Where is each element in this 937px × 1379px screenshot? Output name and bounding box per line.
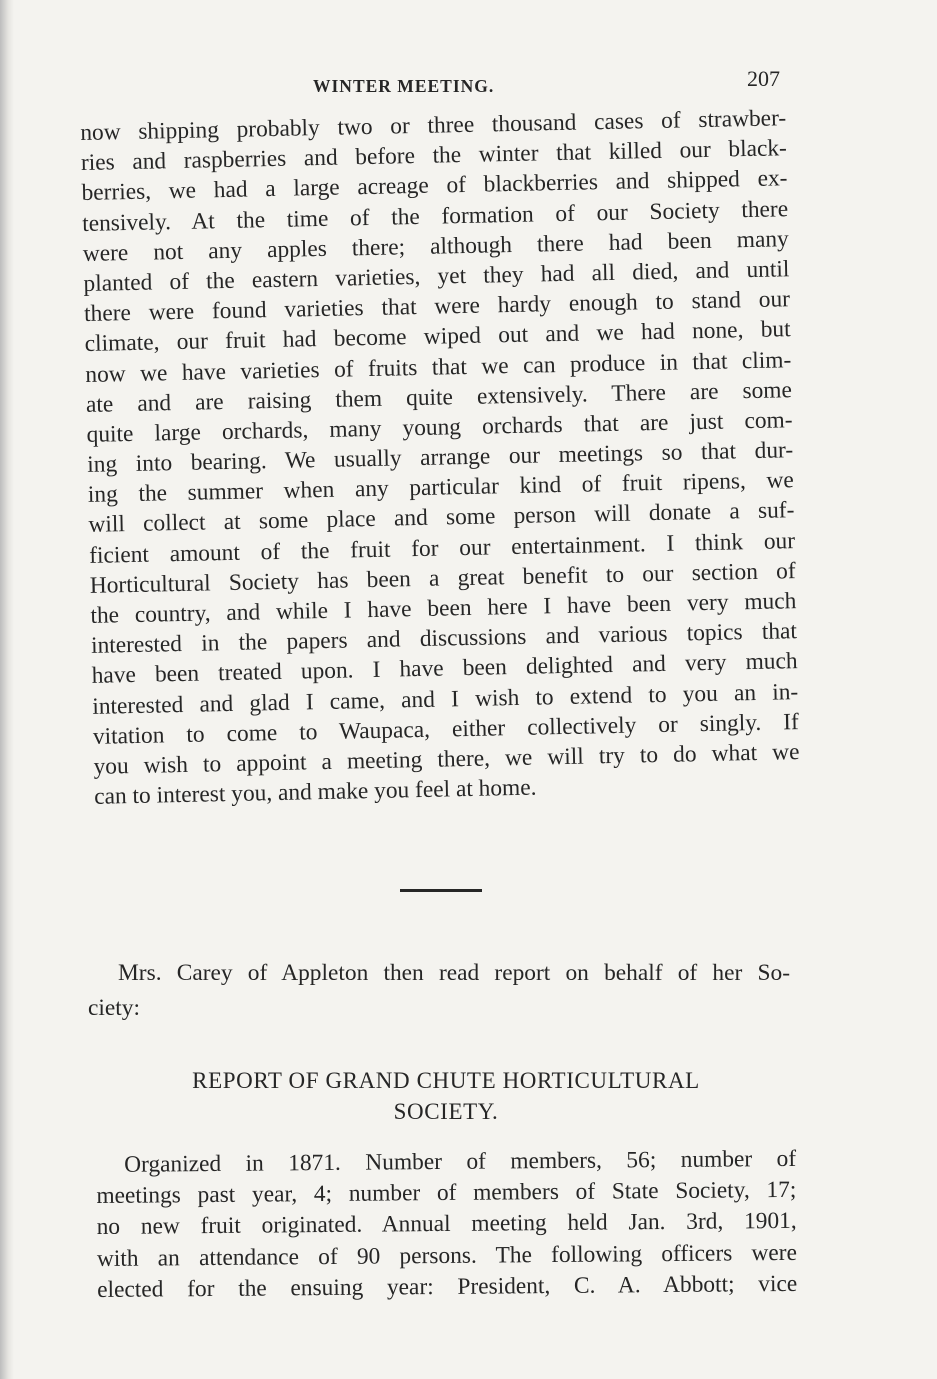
intro-line: Mrs. Carey of Appleton then read report on behalf of her So-	[118, 960, 790, 986]
text-line: ing into bearing. We usually arrange our meetings so that dur-	[86, 437, 794, 478]
text-line: interested and glad I came, and I wish to extend to you an in-	[92, 678, 799, 720]
report-heading	[118, 1065, 774, 1127]
section-divider	[400, 889, 482, 892]
text-line: now shipping probably two or three thousand cases of strawber-	[80, 105, 787, 146]
text-line: quite large orchards, many young orchards that are just com-	[86, 407, 793, 448]
report-line: elected for the ensuing year: President, C. A. Abbott; vice	[97, 1270, 798, 1303]
page-number: 207	[747, 66, 780, 91]
text-line: the country, and while I have been here I have been very much	[90, 588, 797, 629]
report-heading-line: SOCIETY.	[393, 1099, 499, 1124]
text-line: climate, our fruit had become wiped out and we had none, but	[84, 316, 791, 358]
text-line: ate and are raising them quite extensively. There are some	[85, 376, 793, 418]
text-line: ficient amount of the fruit for our entertainment. I think our	[88, 527, 796, 569]
text-line: ries and raspberries and before the winter that killed our black-	[80, 135, 788, 177]
body-paragraph	[80, 103, 800, 812]
report-heading-line: REPORT OF GRAND CHUTE HORTICULTURAL	[192, 1068, 700, 1093]
text-line: there were found varieties that were hardy enough to stand our	[83, 286, 791, 328]
intro-paragraph	[88, 956, 790, 1026]
text-line: planted of the eastern varieties, yet they had all died, and until	[83, 256, 790, 297]
text-line: now we have varieties of fruits that we can produce in that clim-	[85, 346, 792, 388]
report-line: no new fruit originated. Annual meeting held Jan. 3rd, 1901,	[96, 1208, 797, 1241]
text-line: interested in the papers and discussions and various topics that	[90, 618, 798, 660]
report-line: Organized in 1871. Number of members, 56; number of	[124, 1145, 797, 1178]
text-line: vitation to come to Waupaca, either collectively or singly. If	[92, 708, 800, 750]
text-line: ing the summer when any particular kind of fruit ripens, we	[87, 467, 795, 509]
running-title: WINTER MEETING.	[313, 76, 495, 96]
page-header	[80, 66, 780, 100]
text-line: you wish to appoint a meeting there, we will try to do what we	[93, 739, 800, 780]
report-line: meetings past year, 4; number of members of State Society, 17;	[96, 1177, 797, 1210]
page-edge-shadow	[0, 0, 14, 1379]
text-line: can to interest you, and make you feel at home.	[93, 774, 537, 810]
report-paragraph	[96, 1144, 797, 1306]
text-line: were not any apples there; although there had been many	[82, 225, 789, 267]
text-line: berries, we had a large acreage of blackberries and shipped ex-	[81, 165, 788, 207]
text-line: have been treated upon. I have been delighted and very much	[91, 648, 798, 690]
intro-line: ciety:	[88, 995, 140, 1021]
text-line: Horticultural Society has been a great benefit to our section of	[89, 557, 796, 599]
report-line: with an attendance of 90 persons. The following officers were	[96, 1239, 798, 1272]
text-line: tensively. At the time of the formation of our Society there	[81, 195, 789, 237]
text-line: will collect at some place and some person will donate a suf-	[88, 497, 795, 539]
